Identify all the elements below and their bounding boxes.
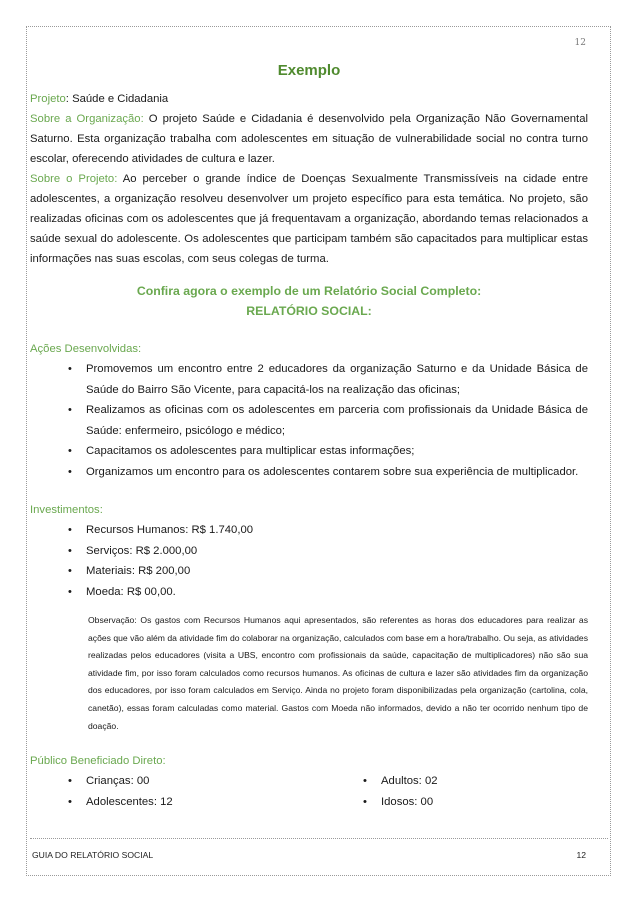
projeto-sep: : xyxy=(65,93,69,105)
organizacao-label: Sobre a Organização: xyxy=(30,113,144,125)
bullet-icon: • xyxy=(68,363,72,375)
list-item xyxy=(68,400,588,441)
projeto-line xyxy=(30,89,588,109)
investimento-item-text: Recursos Humanos: R$ 1.740,00 xyxy=(86,524,254,536)
confira-heading: Confira agora o exemplo de um Relatório Social Completo: xyxy=(136,284,482,298)
bullet-icon: • xyxy=(68,445,72,457)
acoes-label: Ações Desenvolvidas: xyxy=(30,343,142,355)
projeto-value: Saúde e Cidadania xyxy=(68,93,169,105)
list-item xyxy=(68,541,588,562)
projeto-label: Projeto xyxy=(30,93,66,105)
relatorio-heading: RELATÓRIO SOCIAL: xyxy=(246,304,372,318)
bullet-icon: • xyxy=(363,775,367,788)
bullet-icon: • xyxy=(68,465,72,478)
footer-title: GUIA DO RELATÓRIO SOCIAL xyxy=(32,850,154,860)
list-item xyxy=(68,561,588,582)
investimento-item-text: Materiais: R$ 200,00 xyxy=(86,565,191,577)
investimento-item-text: Serviços: R$ 2.000,00 xyxy=(86,544,198,557)
acoes-item-text: Realizamos as oficinas com os adolescentes em parceria com profissionais da Unidade Básica de Saúde: enfermeiro, psicólogo e médico; xyxy=(86,404,588,437)
publico-columns xyxy=(68,771,588,813)
list-item xyxy=(68,359,588,400)
page-number-top: 12 xyxy=(574,38,586,48)
publico-item-text: Adolescentes: 12 xyxy=(86,796,173,809)
bullet-icon: • xyxy=(68,585,72,598)
observacao-note: Observação: Os gastos com Recursos Humanos aqui apresentados, são referentes as horas dos educadores para realizar as ações que vão além da atividade fim do colaborar na organização, calculados com base em a hora/trabalho. Ou seja, as atividades realizadas pelos educadores (visita a UBS, encontro com profissionais da saúde, capacitação de multiplicadores) não são sua atividade fim, por isso foram calculados como recursos humanos. As oficinas de cultura e lazer são atividades fim da organização dos educadores, por isso foram calculados em Serviço. Ainda no projeto foram disponibilizadas pela organização (cartolina, cola, canetão), essas foram calculadas como material. Gastos com Moeda não informados, devido a não ter ocorrido nenhum tipo de doação. xyxy=(88,615,588,731)
list-item xyxy=(68,582,588,603)
footer-page-number: 12 xyxy=(576,850,586,860)
list-item xyxy=(363,792,438,813)
publico-item-text: Idosos: 00 xyxy=(381,796,434,809)
bullet-icon: • xyxy=(68,565,72,577)
sobre-projeto-text: Ao perceber o grande índice de Doenças Sexualmente Transmissíveis na cidade entre adolescentes, a organização resolveu desenvolver um projeto específico para esta temática. No projeto, são realizadas oficinas com os adolescentes que já frequentavam a organização, abordando temas relacionados a saúde sexual do adolescente. Os adolescentes que participam também são capacitados para multiplicar estas informações nas suas escolas, com seus colegas de turma. xyxy=(30,173,588,265)
list-item xyxy=(68,462,588,483)
organizacao-paragraph xyxy=(30,109,588,169)
publico-col-2 xyxy=(363,771,438,813)
investimento-item-text: Moeda: R$ 00,00. xyxy=(86,585,176,598)
acoes-item-text: Capacitamos os adolescentes para multiplicar estas informações; xyxy=(86,445,415,457)
publico-item-text: Crianças: 00 xyxy=(86,775,150,788)
page-title: Exemplo xyxy=(277,62,341,79)
bullet-icon: • xyxy=(68,524,72,536)
bullet-icon: • xyxy=(68,544,72,557)
publico-label: Público Beneficiado Direto: xyxy=(30,755,166,768)
content xyxy=(30,62,588,813)
bullet-icon: • xyxy=(68,775,72,788)
sobre-projeto-label: Sobre o Projeto: xyxy=(30,173,118,185)
organizacao-text: O projeto Saúde e Cidadania é desenvolvido pela Organização Não Governamental Saturno. Esta organização trabalha com adolescentes em situação de vulnerabilidade social no contra turno escolar, oferecendo atividades de cultura e lazer. xyxy=(30,113,588,165)
list-item xyxy=(68,441,588,462)
acoes-item-text: Organizamos um encontro para os adolescentes contarem sobre sua experiência de multiplicador. xyxy=(86,465,579,478)
bullet-icon: • xyxy=(68,404,72,416)
acoes-item-text: Promovemos um encontro entre 2 educadores da organização Saturno e da Unidade Básica de Saúde do Bairro São Vicente, para capacitá-los na realização das oficinas; xyxy=(86,363,588,396)
projeto-paragraph xyxy=(30,169,588,269)
acoes-list xyxy=(68,359,588,482)
investimentos-list xyxy=(68,520,588,602)
bullet-icon: • xyxy=(363,796,367,809)
bullet-icon: • xyxy=(68,796,72,809)
footer-divider xyxy=(30,838,608,839)
list-item xyxy=(68,771,363,792)
list-item xyxy=(68,520,588,541)
investimentos-label: Investimentos: xyxy=(30,504,103,516)
publico-col-1 xyxy=(68,771,363,813)
list-item xyxy=(68,792,363,813)
publico-item-text: Adultos: 02 xyxy=(381,775,438,788)
list-item xyxy=(363,771,438,792)
